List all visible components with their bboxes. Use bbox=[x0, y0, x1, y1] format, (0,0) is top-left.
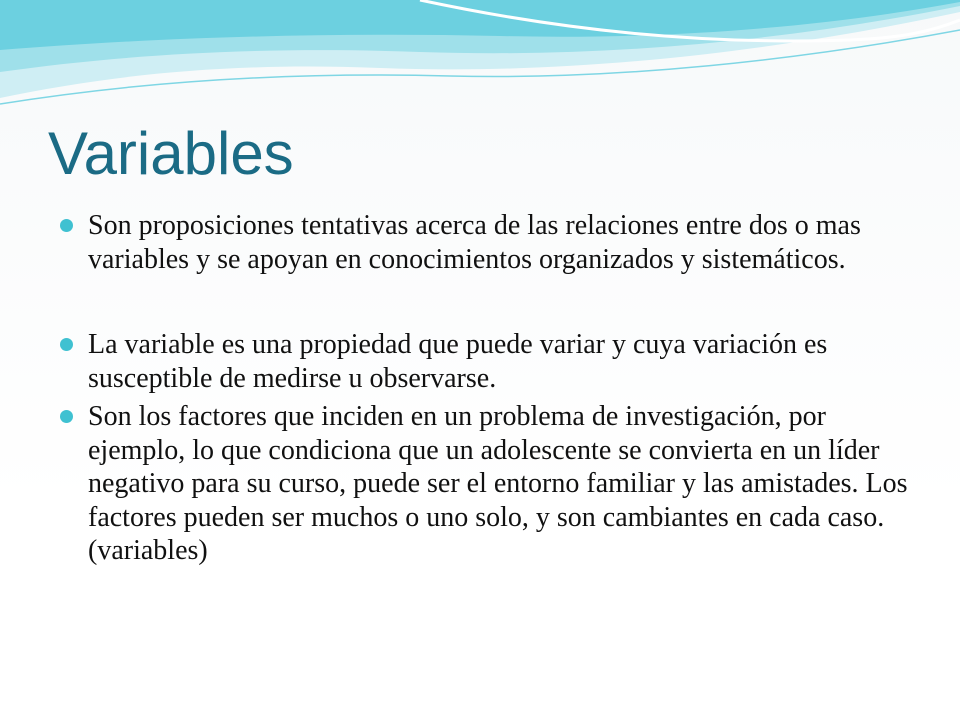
bullet-dot-icon bbox=[60, 338, 73, 351]
bullet-item bbox=[64, 209, 914, 276]
slide-title: Variables bbox=[48, 120, 294, 187]
bullet-dot-icon bbox=[60, 410, 73, 423]
bullet-dot-icon bbox=[60, 219, 73, 232]
decorative-wave-header bbox=[0, 0, 960, 120]
bullet-item bbox=[64, 328, 914, 395]
bullet-list bbox=[64, 209, 914, 568]
bullet-text: Son proposiciones tentativas acerca de las relaciones entre dos o mas variables y se apoyan en conocimientos organizados y sistemáticos. bbox=[88, 210, 861, 275]
bullet-text: La variable es una propiedad que puede variar y cuya variación es susceptible de medirse u observarse. bbox=[88, 329, 828, 394]
bullet-item bbox=[64, 400, 914, 568]
bullet-text: Son los factores que inciden en un problema de investigación, por ejemplo, lo que condiciona que un adolescente se convierta en un líder negativo para su curso, puede ser el entorno familiar y las amistades. Los factores pueden ser muchos o uno solo, y son cambiantes en cada caso. (variables) bbox=[88, 401, 908, 566]
